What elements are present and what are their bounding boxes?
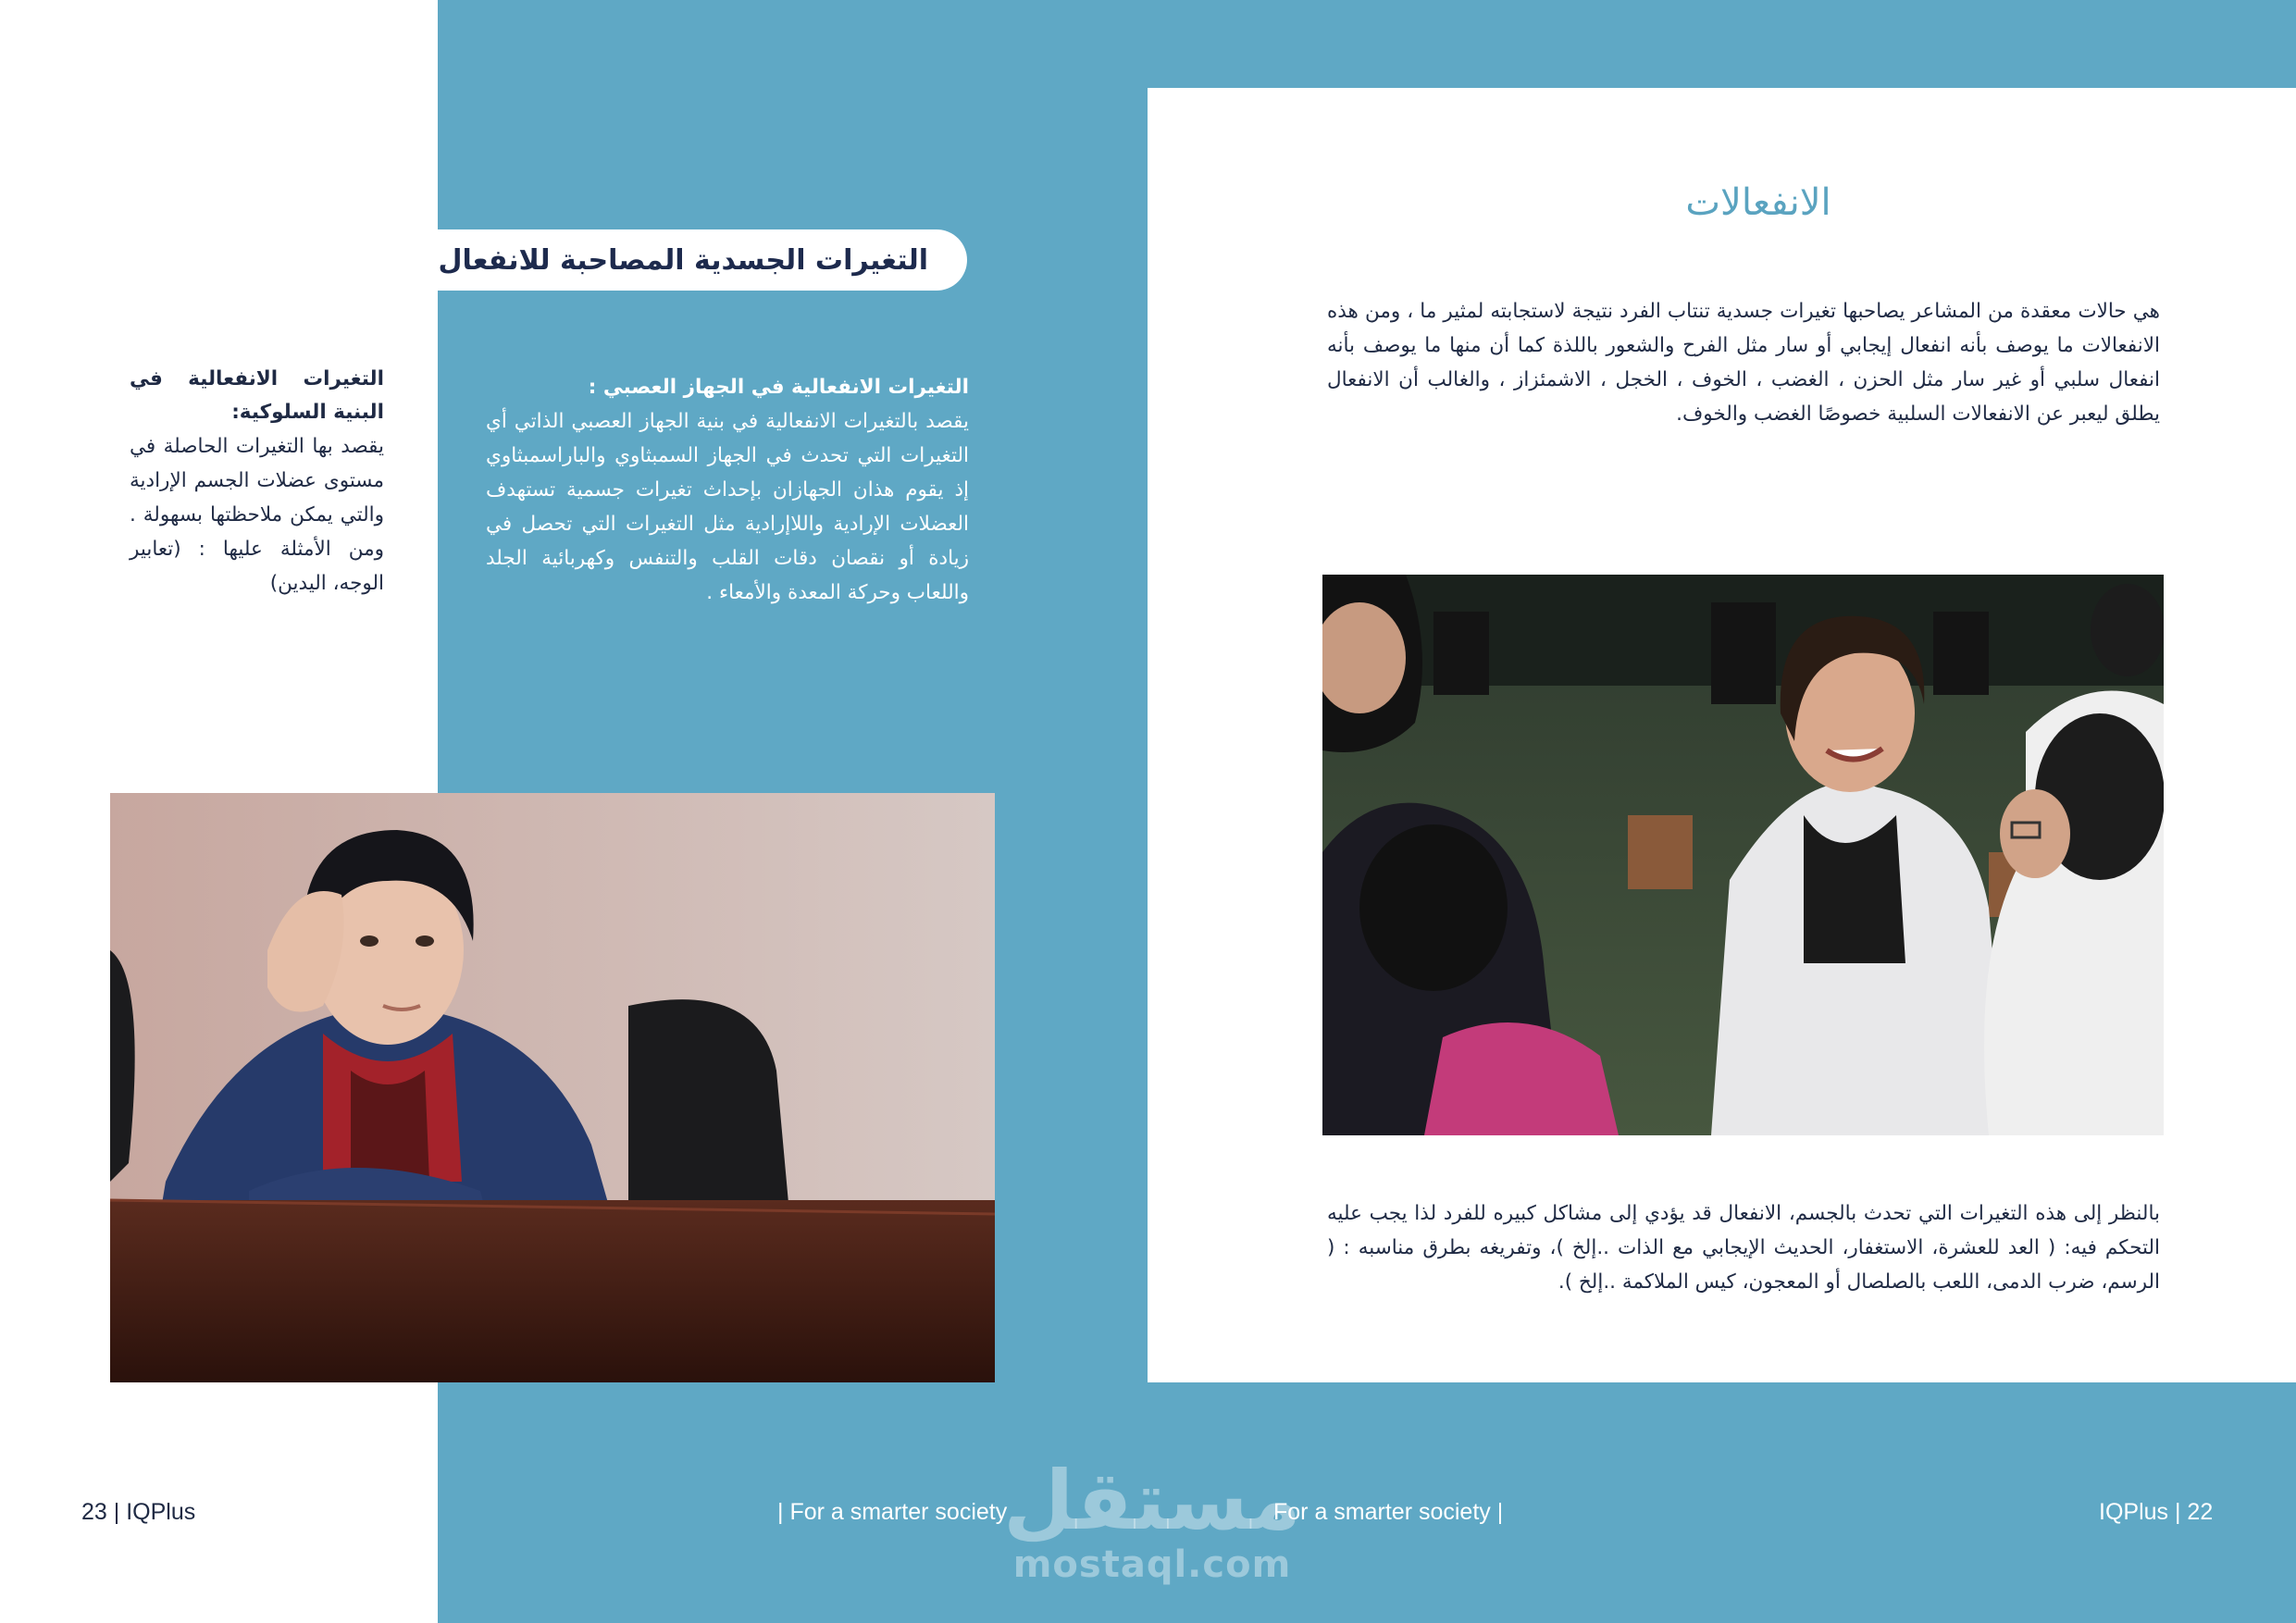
photo-teen-boy bbox=[110, 793, 995, 1382]
right-page-footer: IQPlus | 22 bbox=[2099, 1499, 2214, 1525]
behavioral-section-body: يقصد بها التغيرات الحاصلة في مستوى عضلات الجسم الإرادية والتي يمكن ملاحظتها بسهولة . ومن الأمثلة عليها : (تعابير الوجه، اليدين) bbox=[130, 435, 384, 595]
nervous-system-section bbox=[486, 370, 969, 610]
section-banner bbox=[438, 229, 967, 291]
teen-boy-illustration bbox=[110, 793, 995, 1382]
right-page-tagline: For a smarter society | bbox=[1273, 1499, 1504, 1525]
watermark-arabic: مستقل bbox=[1003, 1453, 1301, 1548]
intro-paragraph: هي حالات معقدة من المشاعر يصاحبها تغيرات جسدية تنتاب الفرد نتيجة لاستجابته لمثير ما ، ومن هذه الانفعالات ما يوصف بأنه انفعال إيجابي أو سار مثل الفرح والشعور باللذة كما أن منها ما يوصف بأنه انفعال سلبي أو غير سار مثل الحزن ، الغضب ، الخوف ، الخجل ، الاشمئزاز ، والغالب أن الانفعال يطلق ليعبر عن الانفعالات السلبية خصوصًا الغضب والخوف. bbox=[1327, 300, 2160, 426]
second-paragraph: بالنظر إلى هذه التغيرات التي تحدث بالجسم، الانفعال قد يؤدي إلى مشاكل كبيره للفرد لذا يجب عليه التحكم فيه: ( العد للعشرة، الاستغفار، الحديث الإيجابي مع الذات ..إلخ )، وتفريغه بطرق مناسبه : ( الرسم، ضرب الدمى، اللعب بالصلصال أو المعجون، كيس الملاكمة ..إلخ ). bbox=[1327, 1202, 2160, 1294]
page-title: الانفعالات bbox=[1685, 181, 1831, 224]
left-page-footer: 23 | IQPlus bbox=[81, 1499, 196, 1525]
watermark-latin: mostaql.com bbox=[1012, 1543, 1292, 1586]
left-page-tagline: | For a smarter society bbox=[777, 1499, 1008, 1525]
banner-title: التغيرات الجسدية المصاحبة للانفعال bbox=[438, 243, 928, 277]
nervous-section-heading: التغيرات الانفعالية في الجهاز العصبي : bbox=[588, 376, 969, 399]
girls-illustration bbox=[1322, 575, 2164, 1135]
behavioral-section bbox=[130, 363, 384, 601]
behavioral-section-heading: التغيرات الانفعالية في البنية السلوكية: bbox=[130, 367, 384, 424]
nervous-section-body: يقصد بالتغيرات الانفعالية في بنية الجهاز العصبي الذاتي أي التغيرات التي تحدث في الجهاز السمبثاوي والباراسمبثاوي إذ يقوم هذان الجهازان بإحداث تغيرات جسمية تستهدف العضلات الإرادية واللاإرادية مثل التغيرات التي تحصل في زيادة أو نقصان دقات القلب والتنفس وكهربائية الجلد واللعاب وحركة المعدة والأمعاء . bbox=[486, 410, 969, 604]
photo-girls-laughing bbox=[1322, 575, 2164, 1135]
